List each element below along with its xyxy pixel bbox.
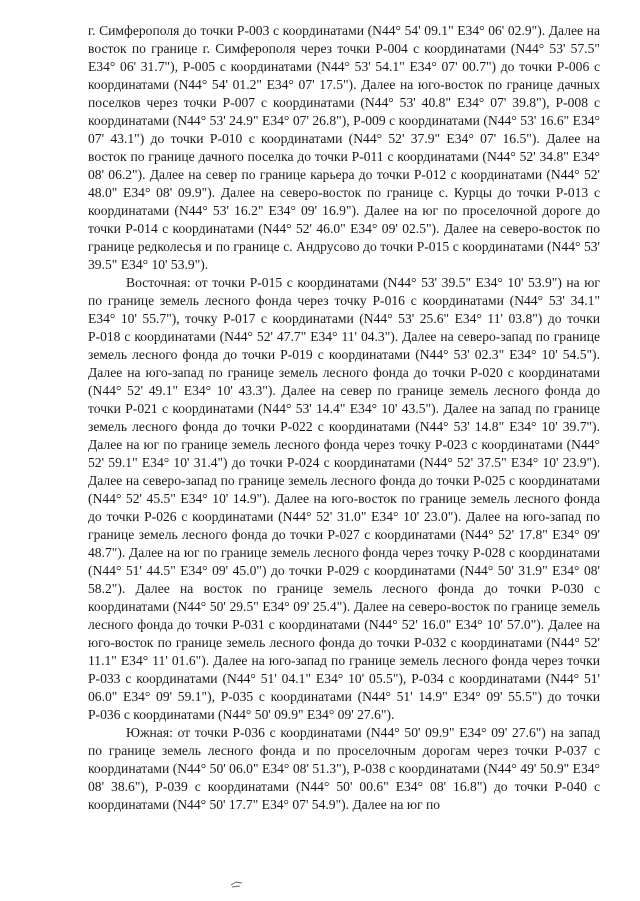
- paragraph-southern-boundary: Южная: от точки Р-036 с координатами (N44° 50' 09.9" E34° 09' 27.6") на запад по границе земель лесного фонда и по проселочным дорогам через точки Р-037 с координатами (N44° 50' 06.0" E34° 08' 51.3"), Р-038 с координатами (N44° 49' 50.9" E34° 08' 38.6"), Р-039 с координатами (N44° 50' 00.6" E34° 08' 16.8") до точки Р-040 с координатами (N44° 50' 17.7" E34° 07' 54.9"). Далее на юг по: [88, 725, 600, 812]
- document-page: [88, 22, 600, 814]
- scan-mark: [230, 880, 244, 888]
- paragraph-west-continuation: г. Симферополя до точки Р-003 с координатами (N44° 54' 09.1" E34° 06' 02.9"). Далее на восток по границе г. Симферополя через точки Р-004 с координатами (N44° 53' 57.5" E34° 06' 31.7"), Р-005 с координатами (N44° 53' 54.1" E34° 07' 00.7") до точки Р-006 с координатами (N44° 54' 01.2" E34° 07' 17.5"). Далее на юго-восток по границе дачных поселков через точки Р-007 с координатами (N44° 53' 40.8" E34° 07' 39.8"), Р-008 с координатами (N44° 53' 24.9" E34° 07' 26.8"), Р-009 с координатами (N44° 53' 16.6" E34° 07' 43.1") до точки Р-010 с координатами (N44° 52' 37.9" E34° 07' 16.5"). Далее на восток по границе дачного поселка до точки Р-011 с координатами (N44° 52' 34.8" E34° 08' 06.2"). Далее на север по границе карьера до точки Р-012 с координатами (N44° 52' 48.0" E34° 08' 09.9"). Далее на северо-восток по границе с. Курцы до точки Р-013 с координатами (N44° 53' 16.2" E34° 09' 16.9"). Далее на юг по проселочной дороге до точки Р-014 с координатами (N44° 52' 46.0" E34° 09' 02.5"). Далее на северо-восток по границе редколесья и по границе с. Андрусово до точки Р-015 с координатами (N44° 53' 39.5" E34° 10' 53.9").: [88, 23, 600, 272]
- paragraph-eastern-boundary: Восточная: от точки Р-015 с координатами (N44° 53' 39.5" E34° 10' 53.9") на юг по границе земель лесного фонда через точку Р-016 с координатами (N44° 53' 34.1" E34° 10' 55.7"), точку Р-017 с координатами (N44° 53' 25.6" E34° 11' 03.8") до точки Р-018 с координатами (N44° 52' 47.7" E34° 11' 04.3"). Далее на северо-запад по границе земель лесного фонда до точки Р-019 с координатами (N44° 53' 02.3" E34° 10' 54.5"). Далее на юго-запад по границе земель лесного фонда до точки Р-020 с координатами (N44° 52' 49.1" E34° 10' 43.3"). Далее на север по границе земель лесного фонда до точки Р-021 с координатами (N44° 53' 14.4" E34° 10' 43.5"). Далее на запад по границе земель лесного фонда до точки Р-022 с координатами (N44° 53' 14.8" E34° 10' 39.7"). Далее на юг по границе земель лесного фонда через точку Р-023 с координатами (N44° 52' 59.1" E34° 10' 31.4") до точки Р-024 с координатами (N44° 52' 37.5" E34° 10' 23.9"). Далее на северо-запад по границе земель лесного фонда до точки Р-025 с координатами (N44° 52' 45.5" E34° 10' 14.9"). Далее на юго-восток по границе земель лесного фонда до точки Р-026 с координатами (N44° 52' 31.0" E34° 10' 23.0"). Далее на юго-запад по границе земель лесного фонда до точки Р-027 с координатами (N44° 52' 17.8" E34° 09' 48.7"). Далее на юг по границе земель лесного фонда через точку Р-028 с координатами (N44° 51' 44.5" E34° 09' 45.0") до точки Р-029 с координатами (N44° 50' 31.9" E34° 08' 58.2"). Далее на восток по границе земель лесного фонда до точки Р-030 с координатами (N44° 50' 29.5" E34° 09' 25.4"). Далее на северо-восток по границе земель лесного фонда до точки Р-031 с координатами (N44° 52' 16.0" E34° 10' 57.0"). Далее на юго-восток по границе земель лесного фонда до точки Р-032 с координатами (N44° 52' 11.1" E34° 11' 01.6"). Далее на юго-запад по границе земель лесного фонда через точки Р-033 с координатами (N44° 51' 04.1" E34° 10' 05.5"), Р-034 с координатами (N44° 51' 06.0" E34° 09' 59.1"), Р-035 с координатами (N44° 51' 14.9" E34° 09' 55.5") до точки Р-036 с координатами (N44° 50' 09.9" E34° 09' 27.6").: [88, 275, 600, 722]
